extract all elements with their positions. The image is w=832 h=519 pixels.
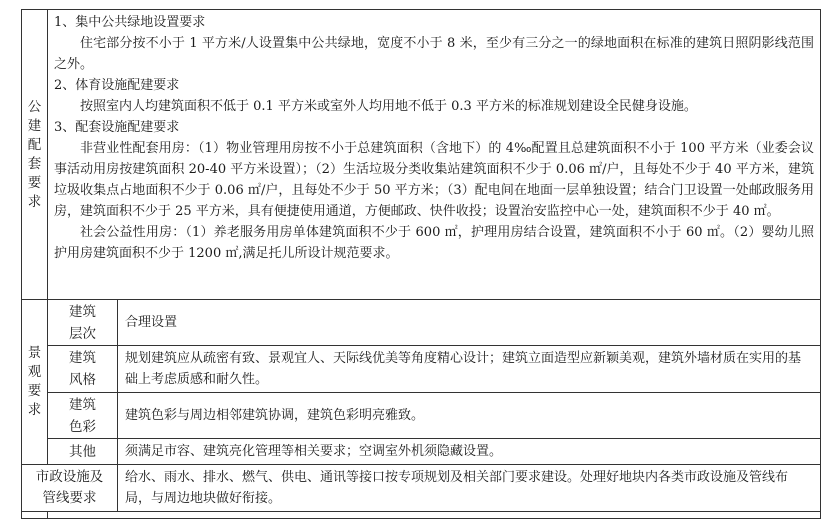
row-label-line: 建筑 <box>69 396 96 413</box>
section-municipal <box>22 465 821 512</box>
landscape-row <box>22 300 821 346</box>
section-landscape-label <box>22 300 48 465</box>
row-text: 须满足市容、建筑亮化管理等相关要求；空调室外机须隐藏设置。 <box>118 439 821 465</box>
label-line: 市政设施及 <box>35 469 104 485</box>
label-char: 建 <box>27 117 42 134</box>
paragraph-non-commercial: 非营业性配套用房：（1）物业管理用房按不小于总建筑面积（含地下）的 4‰配置且总建筑面积不小于 100 平方米（业委会议事活动用房按建筑面积 20-40 平方米设置）；（2）生活垃圾分类收集站建筑面积不少于 0.06 ㎡/户，且每处不少于 40 平方米，建筑垃圾收集点占地面积不少于 0.06 ㎡/户，且每处不少于 50 平方米；（3）配电间在地面一层单独设置；结合门卫设置一处邮政服务用房，建筑面积不少于 25 平方米，具有便捷使用通道，方便邮政、快件收投；设置治安监控中心一处，建筑面积不少于 40 ㎡。 <box>54 141 815 219</box>
label-char: 景 <box>27 345 42 361</box>
row-label-line: 其他 <box>69 443 96 460</box>
label-char: 要 <box>27 383 42 399</box>
table-edge-cell <box>48 512 821 519</box>
row-label <box>48 300 118 346</box>
heading-facilities: 3、配套设施配建要求 <box>54 120 180 135</box>
row-label-line: 色彩 <box>69 418 96 435</box>
label-char: 观 <box>27 364 42 380</box>
row-text: 合理设置 <box>118 300 821 346</box>
row-label <box>48 439 118 465</box>
row-label-line: 层次 <box>69 325 96 342</box>
label-char: 要 <box>27 174 42 191</box>
label-char: 公 <box>27 98 42 115</box>
paragraph-sports: 按照室内人均建筑面积不低于 0.1 平方米或室外人均用地不低于 0.3 平方米的标准规划建设全民健身设施。 <box>80 99 697 114</box>
landscape-row <box>22 346 821 393</box>
label-char: 求 <box>27 402 42 418</box>
section-municipal-content: 给水、雨水、排水、燃气、供电、通讯等接口按专项规划及相关部门要求建设。处理好地块内各类市政设施及管线布局，与周边地块做好衔接。 <box>118 465 821 512</box>
landscape-row <box>22 439 821 465</box>
table-edge-cell <box>22 512 48 519</box>
row-label <box>48 393 118 439</box>
label-char: 配 <box>27 136 42 153</box>
row-label <box>48 346 118 393</box>
section-municipal-label <box>22 465 118 512</box>
heading-sports: 2、体育设施配建要求 <box>54 78 180 93</box>
row-label-line: 风格 <box>69 372 96 388</box>
row-label-line: 建筑 <box>69 350 96 366</box>
label-char: 套 <box>27 155 42 172</box>
label-line: 管线要求 <box>42 490 97 506</box>
label-char: 求 <box>27 193 42 210</box>
paragraph-green-space: 住宅部分按不小于 1 平方米/人设置集中公共绿地，宽度不小于 8 米，至少有三分之一的绿地面积在标准的建筑日照阴影线范围之外。 <box>54 36 815 72</box>
paragraph-public-welfare: 社会公益性用房：（1）养老服务用房单体建筑面积不少于 600 ㎡，护理用房结合设置，建筑面积不小于 60 ㎡。（2）婴幼儿照护用房建筑面积不少于 1200 ㎡,满足托儿所设计规范要求。 <box>54 225 815 261</box>
requirements-table <box>21 9 821 519</box>
heading-green-space: 1、集中公共绿地设置要求 <box>54 15 206 30</box>
section-public-facilities-content <box>48 10 821 300</box>
next-row-edge <box>22 512 821 519</box>
row-text: 建筑色彩与周边相邻建筑协调，建筑色彩明亮雅致。 <box>118 393 821 439</box>
row-text: 规划建筑应从疏密有致、景观宜人、天际线优美等角度精心设计；建筑立面造型应新颖美观，建筑外墙材质在实用的基础上考虑质感和耐久性。 <box>118 346 821 393</box>
section-public-facilities <box>22 10 821 300</box>
section-public-facilities-label <box>22 10 48 300</box>
row-label-line: 建筑 <box>69 303 96 320</box>
landscape-row <box>22 393 821 439</box>
